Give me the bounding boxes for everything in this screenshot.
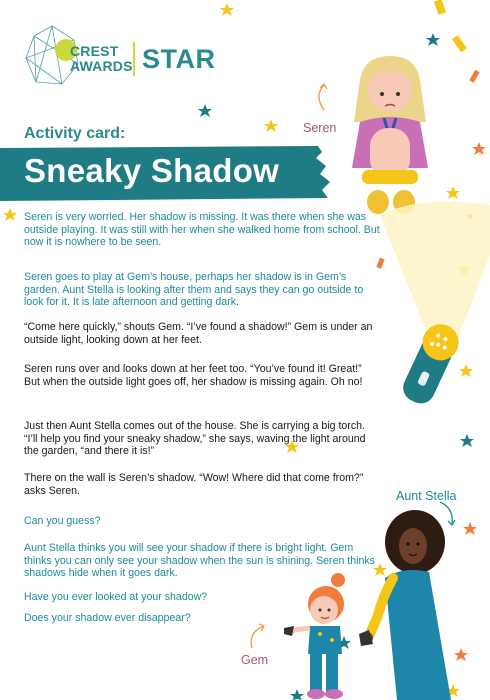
activity-label: Activity card: xyxy=(24,125,126,142)
question-looked: Have you ever looked at your shadow? xyxy=(24,591,208,603)
arrow-icon xyxy=(246,622,268,650)
question-guess: Can you guess? xyxy=(24,515,101,527)
label-aunt-stella: Aunt Stella xyxy=(396,489,457,503)
logo-divider xyxy=(133,42,135,76)
star-icon xyxy=(264,119,278,132)
star-icon xyxy=(472,142,486,155)
confetti-icon xyxy=(469,70,479,83)
paragraph-5: Just then Aunt Stella comes out of the house. She is carrying a big torch. “I’ll help you find your sneaky shadow,” she says, waving the light around the garden, “and there it is!” xyxy=(24,420,366,458)
paragraph-1: Seren is very worried. Her shadow is missing. It was there when she was outside playing. It was still with her when she walked home from school. But now it is nowhere to be seen. xyxy=(24,211,380,249)
paragraph-2: Seren goes to play at Gem’s house, perhaps her shadow is in Gem’s garden. Aunt Stella is looking after them and says they can go outside to look for it. It is late afternoon and getting dark. xyxy=(24,271,364,309)
arrow-icon xyxy=(436,500,460,528)
star-icon xyxy=(426,33,440,46)
logo-crest-text xyxy=(70,43,133,74)
paragraph-3: “Come here quickly,” shouts Gem. “I’ve found a shadow!” Gem is under an outside light, looking down at her feet. xyxy=(24,321,373,346)
gem-illustration xyxy=(280,568,360,700)
aunt-stella-illustration xyxy=(355,508,465,700)
label-seren: Seren xyxy=(303,121,337,135)
paragraph-4: Seren runs over and looks down at her feet too. “You’ve found it! Great!” But when the outside light goes off, her shadow is missing again. Oh no! xyxy=(24,363,363,388)
logo-crest-line: CREST xyxy=(70,43,119,59)
paragraph-theories: Aunt Stella thinks you will see your shadow if there is bright light. Gem thinks you can only see your shadow when the sun is shining. Seren thinks shadows hide when it goes dark. xyxy=(24,542,375,580)
paragraph-6: There on the wall is Seren’s shadow. “Wow! Where did that come from?” asks Seren. xyxy=(24,472,364,497)
page-title: Sneaky Shadow xyxy=(24,152,280,189)
question-disappear: Does your shadow ever disappear? xyxy=(24,612,191,624)
star-icon xyxy=(220,3,234,16)
star-icon xyxy=(3,208,17,221)
logo-level: STAR xyxy=(142,44,216,74)
star-icon xyxy=(460,434,474,447)
torch-illustration xyxy=(380,195,490,420)
star-icon xyxy=(463,522,477,535)
label-gem: Gem xyxy=(241,653,269,667)
logo-awards-line: AWARDS xyxy=(70,58,133,74)
confetti-icon xyxy=(434,0,446,15)
star-icon xyxy=(198,104,212,117)
arrow-icon xyxy=(312,82,334,112)
